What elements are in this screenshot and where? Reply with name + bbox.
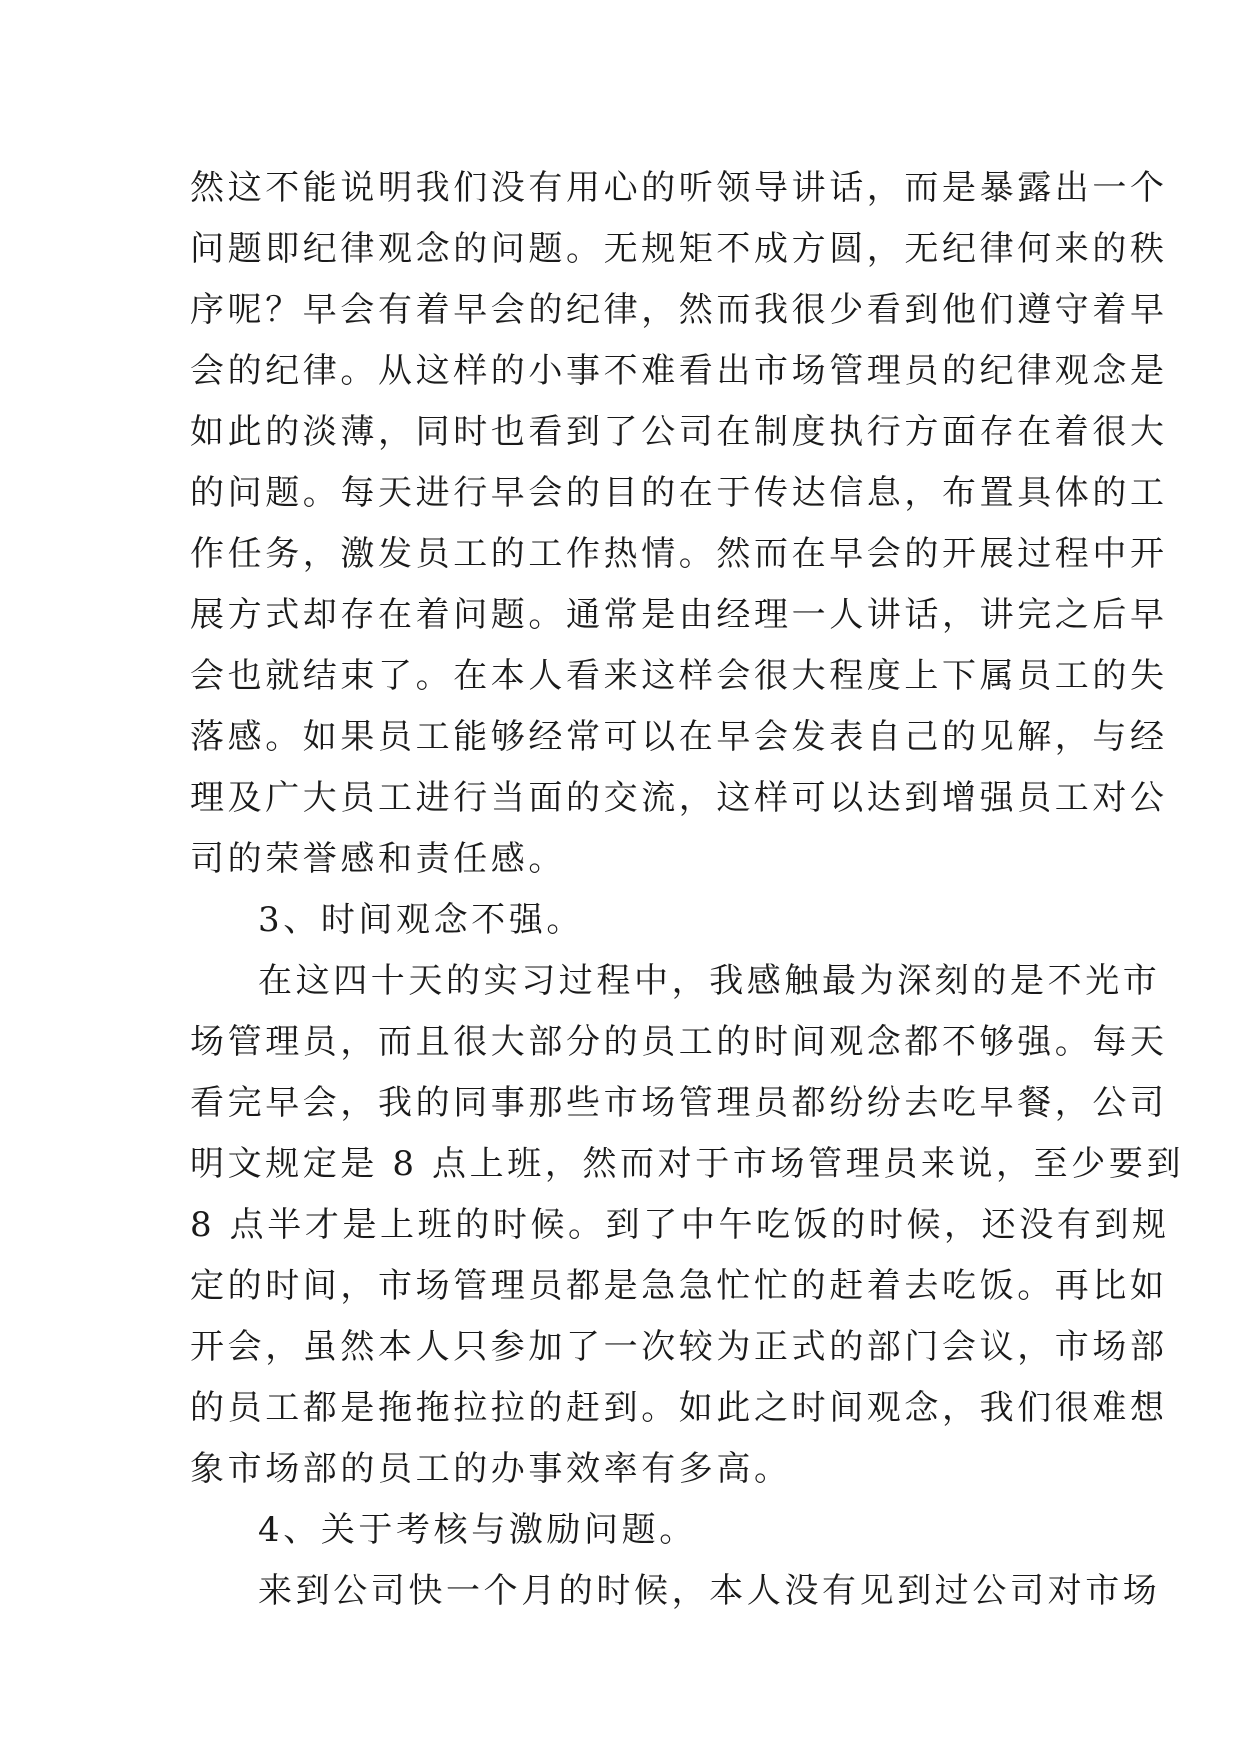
text-line: 象市场部的员工的办事效率有多高。 — [190, 1449, 792, 1489]
paragraph-first-line: 4、关于考核与激励问题。 — [258, 1510, 697, 1550]
text-line: 理及广大员工进行当面的交流，这样可以达到增强员工对公 — [190, 778, 1168, 818]
text-line: 看完早会，我的同事那些市场管理员都纷纷去吃早餐，公司 — [190, 1083, 1168, 1123]
text-line: 明文规定是 8 点上班，然而对于市场管理员来说，至少要到 — [190, 1144, 1185, 1184]
text-line: 的员工都是拖拖拉拉的赶到。如此之时间观念，我们很难想 — [190, 1388, 1168, 1428]
paragraph-first-line: 来到公司快一个月的时候，本人没有见到过公司对市场 — [258, 1571, 1161, 1611]
text-line: 问题即纪律观念的问题。无规矩不成方圆，无纪律何来的秩 — [190, 229, 1168, 269]
text-line: 开会，虽然本人只参加了一次较为正式的部门会议，市场部 — [190, 1327, 1168, 1367]
body-text — [190, 158, 1185, 1622]
text-line: 会也就结束了。在本人看来这样会很大程度上下属员工的失 — [190, 656, 1168, 696]
text-line: 展方式却存在着问题。通常是由经理一人讲话，讲完之后早 — [190, 595, 1168, 635]
text-line: 然这不能说明我们没有用心的听领导讲话，而是暴露出一个 — [190, 168, 1168, 208]
text-line: 的问题。每天进行早会的目的在于传达信息，布置具体的工 — [190, 473, 1168, 513]
paragraph-first-line: 3、时间观念不强。 — [258, 900, 585, 940]
text-line: 司的荣誉感和责任感。 — [190, 839, 566, 879]
text-line: 定的时间，市场管理员都是急急忙忙的赶着去吃饭。再比如 — [190, 1266, 1168, 1306]
text-line: 8 点半才是上班的时候。到了中午吃饭的时候，还没有到规 — [190, 1205, 1170, 1245]
text-line: 作任务，激发员工的工作热情。然而在早会的开展过程中开 — [190, 534, 1168, 574]
text-line: 会的纪律。从这样的小事不难看出市场管理员的纪律观念是 — [190, 351, 1168, 391]
text-line: 序呢？早会有着早会的纪律，然而我很少看到他们遵守着早 — [190, 290, 1168, 330]
text-line: 如此的淡薄，同时也看到了公司在制度执行方面存在着很大 — [190, 412, 1168, 452]
text-line: 场管理员，而且很大部分的员工的时间观念都不够强。每天 — [190, 1022, 1168, 1062]
text-line: 落感。如果员工能够经常可以在早会发表自己的见解，与经 — [190, 717, 1168, 757]
paragraph-first-line: 在这四十天的实习过程中，我感触最为深刻的是不光市 — [258, 961, 1161, 1001]
